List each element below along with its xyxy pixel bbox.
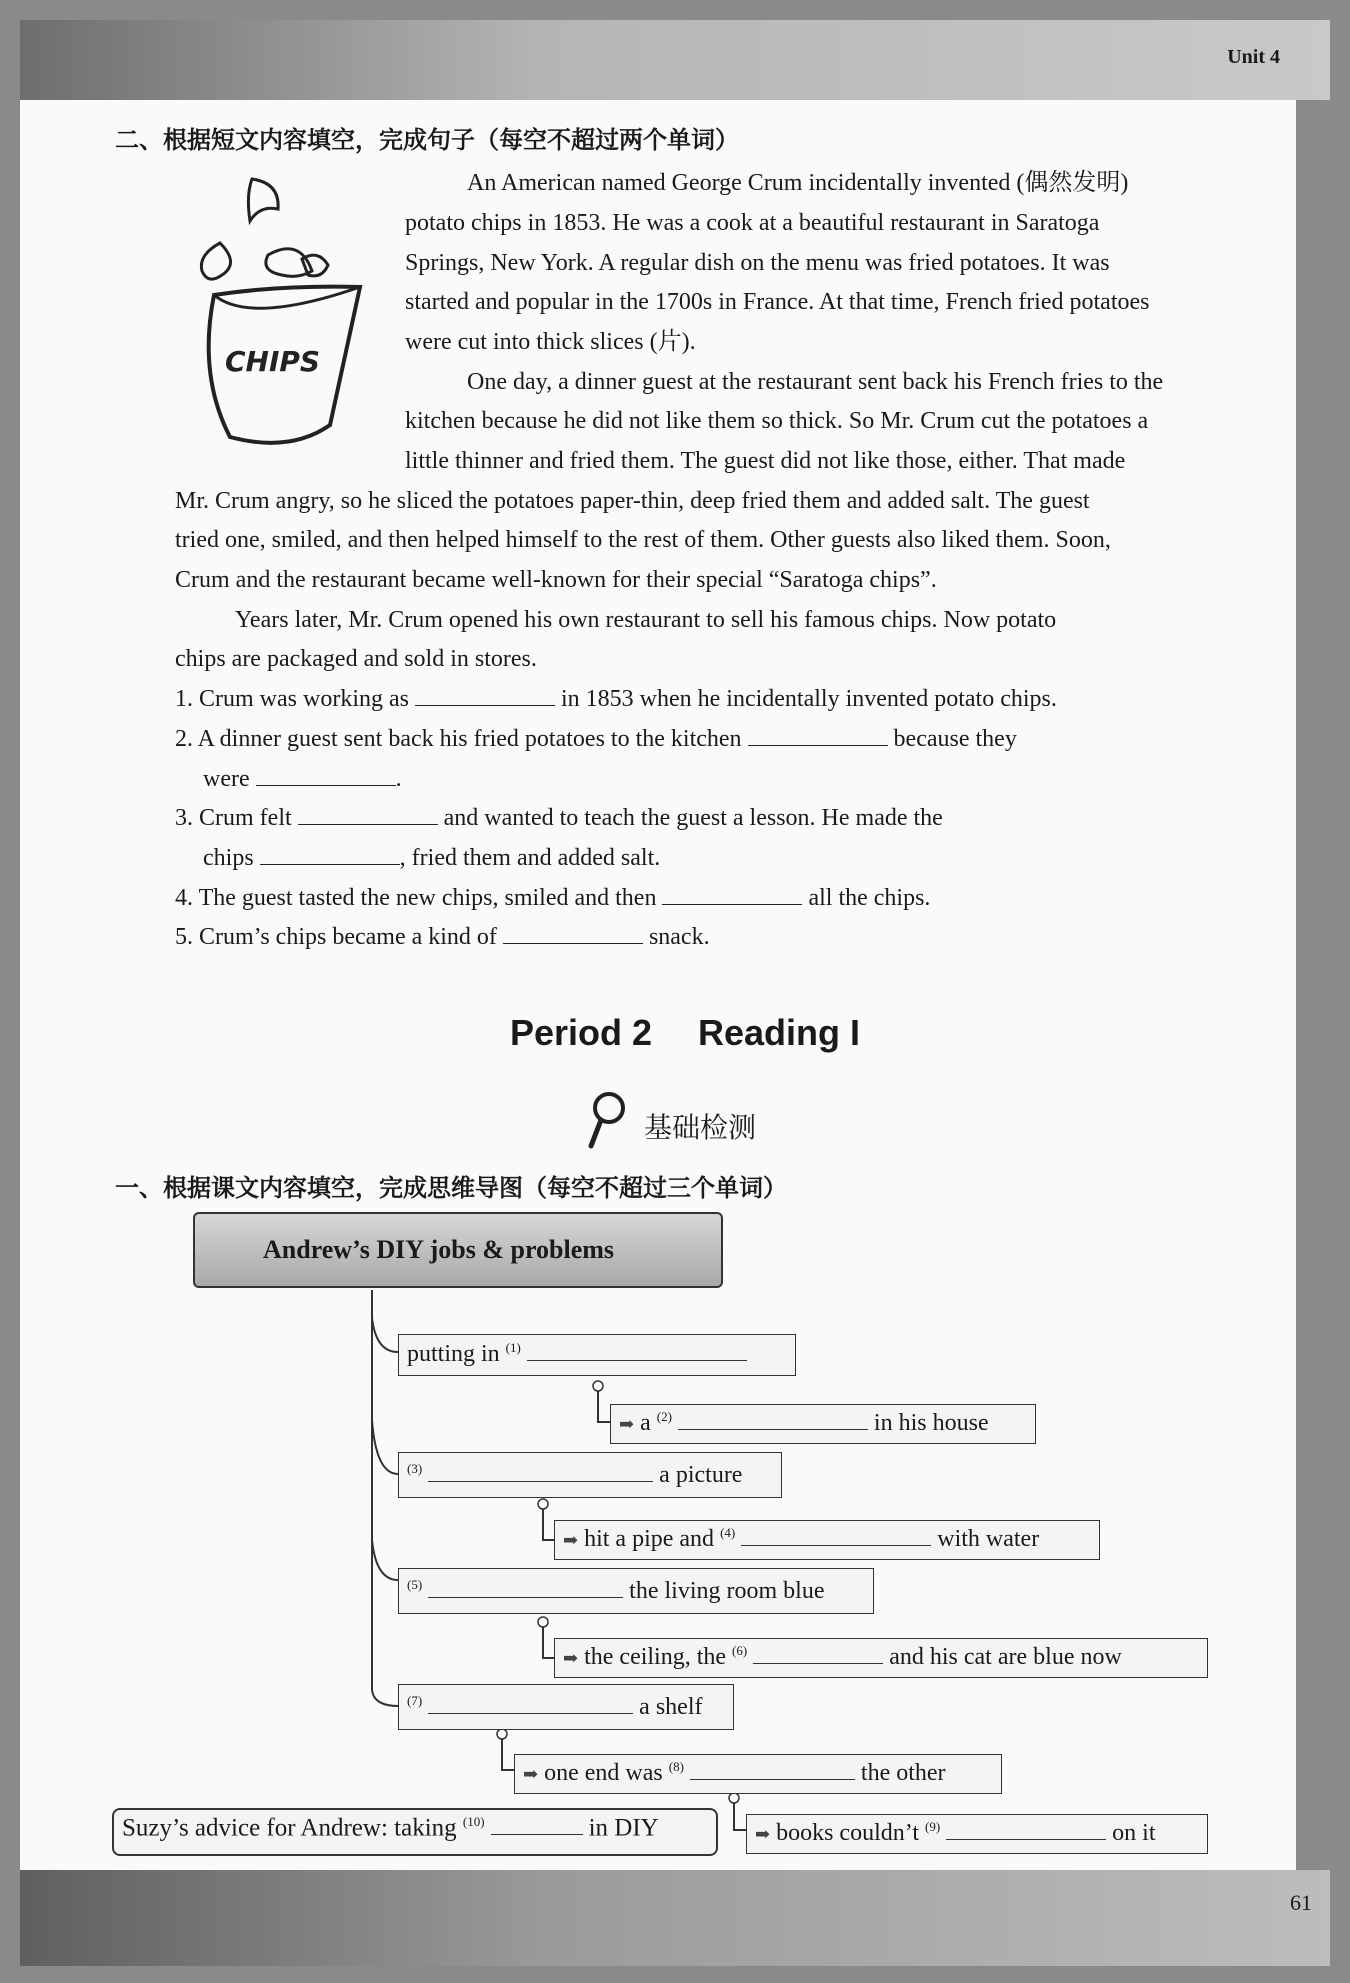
section1-title: 一、根据课文内容填空，完成思维导图（每空不超过三个单词） (115, 1174, 787, 1202)
arrow-right-icon: ➡ (523, 1764, 539, 1784)
page-number: 61 (1290, 1890, 1312, 1915)
passage-line-5: were cut into thick slices (片). (405, 329, 696, 355)
mindmap-blank-9[interactable] (946, 1821, 1106, 1840)
question-5: 5. Crum’s chips became a kind of snack. (175, 924, 710, 950)
mindmap-blank-6[interactable] (753, 1645, 883, 1664)
passage-line-7: kitchen because he did not like them so thick. So Mr. Crum cut the potatoes a (405, 408, 1149, 434)
mindmap-blank-2[interactable] (678, 1411, 868, 1430)
unit-label: Unit 4 (1227, 46, 1280, 68)
arrow-right-icon: ➡ (619, 1414, 635, 1434)
passage-line-2: potato chips in 1853. He was a cook at a beautiful restaurant in Saratoga (405, 210, 1100, 236)
passage-line-8: little thinner and fried them. The guest did not like those, either. That made (405, 448, 1126, 474)
chips-text: CHIPS (225, 345, 321, 378)
advice-box: Suzy’s advice for Andrew: taking $^{(10)}$ in DIY (112, 1808, 718, 1856)
question-4: 4. The guest tasted the new chips, smiled and then all the chips. (175, 885, 931, 911)
mindmap-blank-8[interactable] (690, 1761, 855, 1780)
node-putting-in: putting in $^{(1)}$ (398, 1334, 796, 1376)
section2-title: 二、根据短文内容填空，完成句子（每空不超过两个单词） (115, 126, 739, 154)
passage-line-9: Mr. Crum angry, so he sliced the potatoes paper-thin, deep fried them and added salt. The guest (175, 488, 1090, 514)
section-label: 基础检测 (644, 1111, 757, 1144)
passage-line-12: Years later, Mr. Crum opened his own restaurant to sell his famous chips. Now potato (235, 607, 1057, 633)
question-1: 1. Crum was working as in 1853 when he incidentally invented potato chips. (175, 686, 1057, 712)
passage-line-3: Springs, New York. A regular dish on the menu was fried potatoes. It was (405, 250, 1110, 276)
node-problem-6: ➡ the ceiling, the $^{(6)}$ and his cat are blue now (554, 1638, 1208, 1678)
arrow-right-icon: ➡ (755, 1824, 771, 1844)
passage-line-10: tried one, smiled, and then helped himself to the rest of them. Other guests also liked them. Soon, (175, 527, 1111, 553)
mindmap-blank-4[interactable] (741, 1527, 931, 1546)
mindmap-blank-3[interactable] (428, 1463, 653, 1482)
node-problem-2: ➡ a $^{(2)}$ in his house (610, 1404, 1036, 1444)
mindmap-root: Andrew’s DIY jobs & problems (193, 1212, 723, 1288)
node-living-room: $^{(5)}$ the living room blue (398, 1568, 874, 1614)
node-shelf: $^{(7)}$ a shelf (398, 1684, 734, 1730)
passage-line-13: chips are packaged and sold in stores. (175, 646, 537, 672)
question-3-cont: chips , fried them and added salt. (203, 845, 661, 871)
mindmap-blank-5[interactable] (428, 1579, 623, 1598)
node-problem-9: ➡ books couldn’t $^{(9)}$ on it (746, 1814, 1208, 1854)
arrow-right-icon: ➡ (563, 1530, 579, 1550)
node-problem-8: ➡ one end was $^{(8)}$ the other (514, 1754, 1002, 1794)
mindmap-blank-7[interactable] (428, 1695, 633, 1714)
passage-line-11: Crum and the restaurant became well-known for their special “Saratoga chips”. (175, 567, 937, 593)
period-title: Period 2 (510, 1012, 653, 1053)
question-2: 2. A dinner guest sent back his fried potatoes to the kitchen because they (175, 726, 1017, 752)
node-problem-4: ➡ hit a pipe and $^{(4)}$ with water (554, 1520, 1100, 1560)
question-2-cont: were . (203, 766, 402, 792)
mindmap-blank-1[interactable] (527, 1342, 747, 1361)
passage-line-1: An American named George Crum incidentally invented (偶然发明) (467, 170, 1129, 196)
passage-line-4: started and popular in the 1700s in France. At that time, French fried potatoes (405, 289, 1150, 315)
mindmap-blank-10[interactable] (491, 1816, 583, 1835)
question-3: 3. Crum felt and wanted to teach the guest a lesson. He made the (175, 805, 943, 831)
period-subtitle: Reading I (698, 1012, 861, 1053)
passage-line-6: One day, a dinner guest at the restaurant sent back his French fries to the (467, 369, 1164, 395)
node-picture: $^{(3)}$ a picture (398, 1452, 782, 1498)
arrow-right-icon: ➡ (563, 1648, 579, 1668)
